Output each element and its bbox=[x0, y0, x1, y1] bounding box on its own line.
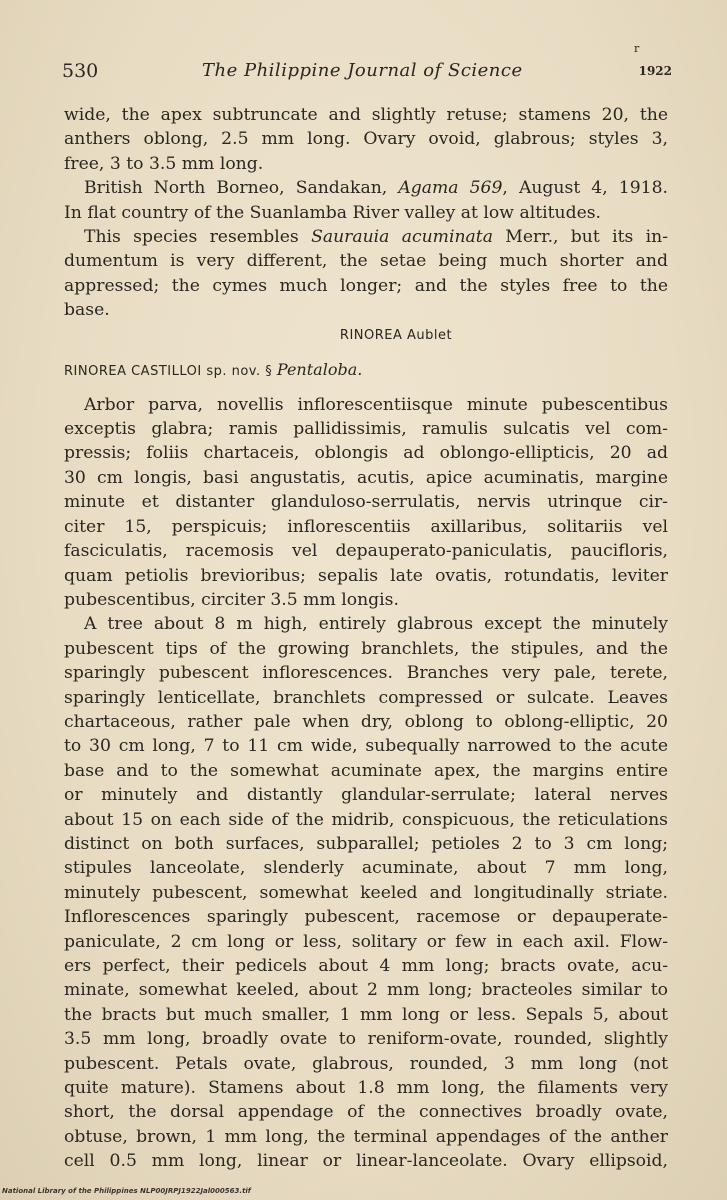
text-line: fasciculatis, racemosis vel depauperato-paniculatis, paucifloris, bbox=[64, 541, 668, 562]
text-line: base. bbox=[64, 300, 110, 321]
text-line: dumentum is very different, the setae being much shorter and bbox=[64, 251, 668, 272]
species-name: Saurauia acuminata bbox=[311, 227, 493, 248]
text-line: In flat country of the Suanlamba River valley at low altitudes. bbox=[64, 202, 602, 223]
text-span: , August 4, 1918. bbox=[502, 178, 668, 199]
text-line: obtuse, brown, 1 mm long, the terminal appendages of the anther bbox=[64, 1126, 668, 1147]
text-span: British North Borneo, Sandakan, bbox=[84, 178, 399, 199]
text-line bbox=[64, 225, 668, 249]
species-status: sp. nov. § bbox=[206, 363, 273, 379]
text-line: pubescent. Petals ovate, glabrous, rounded, 3 mm long (not bbox=[64, 1053, 668, 1074]
text-line: 3.5 mm long, broadly ovate to reniform-ovate, rounded, slightly bbox=[64, 1029, 668, 1050]
text-line: pressis; foliis chartaceis, oblongis ad oblongo-ellipticis, 20 ad bbox=[64, 443, 668, 464]
latin-description bbox=[64, 393, 668, 613]
text-line: to 30 cm long, 7 to 11 cm wide, subequally narrowed to the acute bbox=[64, 736, 668, 757]
text-line: paniculate, 2 cm long or less, solitary or few in each axil. Flow- bbox=[64, 931, 668, 952]
text-line bbox=[64, 176, 668, 200]
text-line: or minutely and distantly glandular-serrulate; lateral nerves bbox=[64, 785, 668, 806]
text-line: Inflorescences sparingly pubescent, racemose or depauperate- bbox=[64, 907, 668, 928]
text-line: cell 0.5 mm long, linear or linear-lanceolate. Ovary ellipsoid, bbox=[64, 1151, 668, 1172]
genus-heading: RINOREA Aublet bbox=[339, 327, 453, 343]
journal-title: The Philippine Journal of Science bbox=[202, 60, 523, 81]
text-line: A tree about 8 m high, entirely glabrous except the minutely bbox=[84, 614, 668, 635]
text-line: quam petiolis brevioribus; sepalis late ovatis, rotundatis, leviter bbox=[64, 565, 668, 586]
text-line: anthers oblong, 2.5 mm long. Ovary ovoid, glabrous; styles 3, bbox=[64, 129, 668, 150]
text-line: pubescentibus, circiter 3.5 mm longis. bbox=[64, 589, 399, 610]
text-line: ers perfect, their pedicels about 4 mm long; bracts ovate, acu- bbox=[64, 956, 668, 976]
english-description bbox=[64, 612, 668, 1173]
year: 1922 bbox=[638, 64, 672, 78]
text-line: short, the dorsal appendage of the connectives broadly ovate, bbox=[64, 1102, 668, 1123]
text-line: Arbor parva, novellis inflorescentiisque minute pubescentibus bbox=[84, 394, 668, 415]
text-line: 30 cm longis, basi angustatis, acutis, apice acuminatis, margine bbox=[64, 467, 668, 488]
text-line: exceptis glabra; ramis pallidissimis, ramulis sulcatis vel com- bbox=[64, 419, 668, 440]
text-line: distinct on both surfaces, subparallel; petioles 2 to 3 cm long; bbox=[64, 833, 668, 854]
text-line: sparingly lenticellate, branchlets compressed or sulcate. Leaves bbox=[64, 687, 668, 708]
locality-paragraph bbox=[64, 176, 668, 225]
comparison-paragraph bbox=[64, 225, 668, 323]
species-heading bbox=[64, 355, 668, 393]
text-line: sparingly pubescent inflorescences. Branches very pale, terete, bbox=[64, 663, 668, 684]
running-header bbox=[62, 60, 672, 88]
text-line: stipules lanceolate, slenderly acuminate, about 7 mm long, bbox=[64, 858, 668, 879]
text-line: minutely pubescent, somewhat keeled and longitudinally striate. bbox=[64, 882, 668, 903]
text-line: base and to the somewhat acuminate apex, the margins entire bbox=[64, 760, 668, 781]
text-line: the bracts but much smaller, 1 mm long or less. Sepals 5, about bbox=[64, 1004, 668, 1025]
text-line: appressed; the cymes much longer; and the styles free to the bbox=[64, 275, 668, 296]
text-line: minute et distanter glanduloso-serrulatis, nervis utrinque cir- bbox=[64, 492, 668, 513]
text-line: chartaceous, rather pale when dry, oblong to oblong-elliptic, 20 bbox=[64, 711, 668, 732]
collector-number: Agama 569 bbox=[398, 178, 503, 199]
corner-mark: r bbox=[634, 42, 640, 55]
page-number: 530 bbox=[62, 60, 99, 82]
text-line: free, 3 to 3.5 mm long. bbox=[64, 153, 264, 174]
scan-footer: National Library of the Philippines NLP00JRPJ1922Jal000563.tif bbox=[2, 1187, 251, 1195]
section-name: Pentaloba. bbox=[276, 359, 363, 379]
text-line: wide, the apex subtruncate and slightly retuse; stamens 20, the bbox=[64, 105, 668, 125]
text-line: citer 15, perspicuis; inflorescentiis axillaribus, solitariis vel bbox=[64, 516, 668, 537]
text-line: minate, somewhat keeled, about 2 mm long; bracteoles similar to bbox=[64, 980, 668, 1001]
species-name: RINOREA CASTILLOI bbox=[64, 363, 202, 379]
text-line: about 15 on each side of the midrib, conspicuous, the reticulations bbox=[64, 809, 668, 830]
text-span: Merr., but its in- bbox=[492, 227, 668, 248]
body-text bbox=[64, 103, 668, 1174]
top-paragraph bbox=[64, 103, 668, 176]
text-line: quite mature). Stamens about 1.8 mm long, the filaments very bbox=[64, 1078, 668, 1099]
text-line: pubescent tips of the growing branchlets, the stipules, and the bbox=[64, 638, 668, 659]
text-span: This species resembles bbox=[84, 227, 312, 248]
